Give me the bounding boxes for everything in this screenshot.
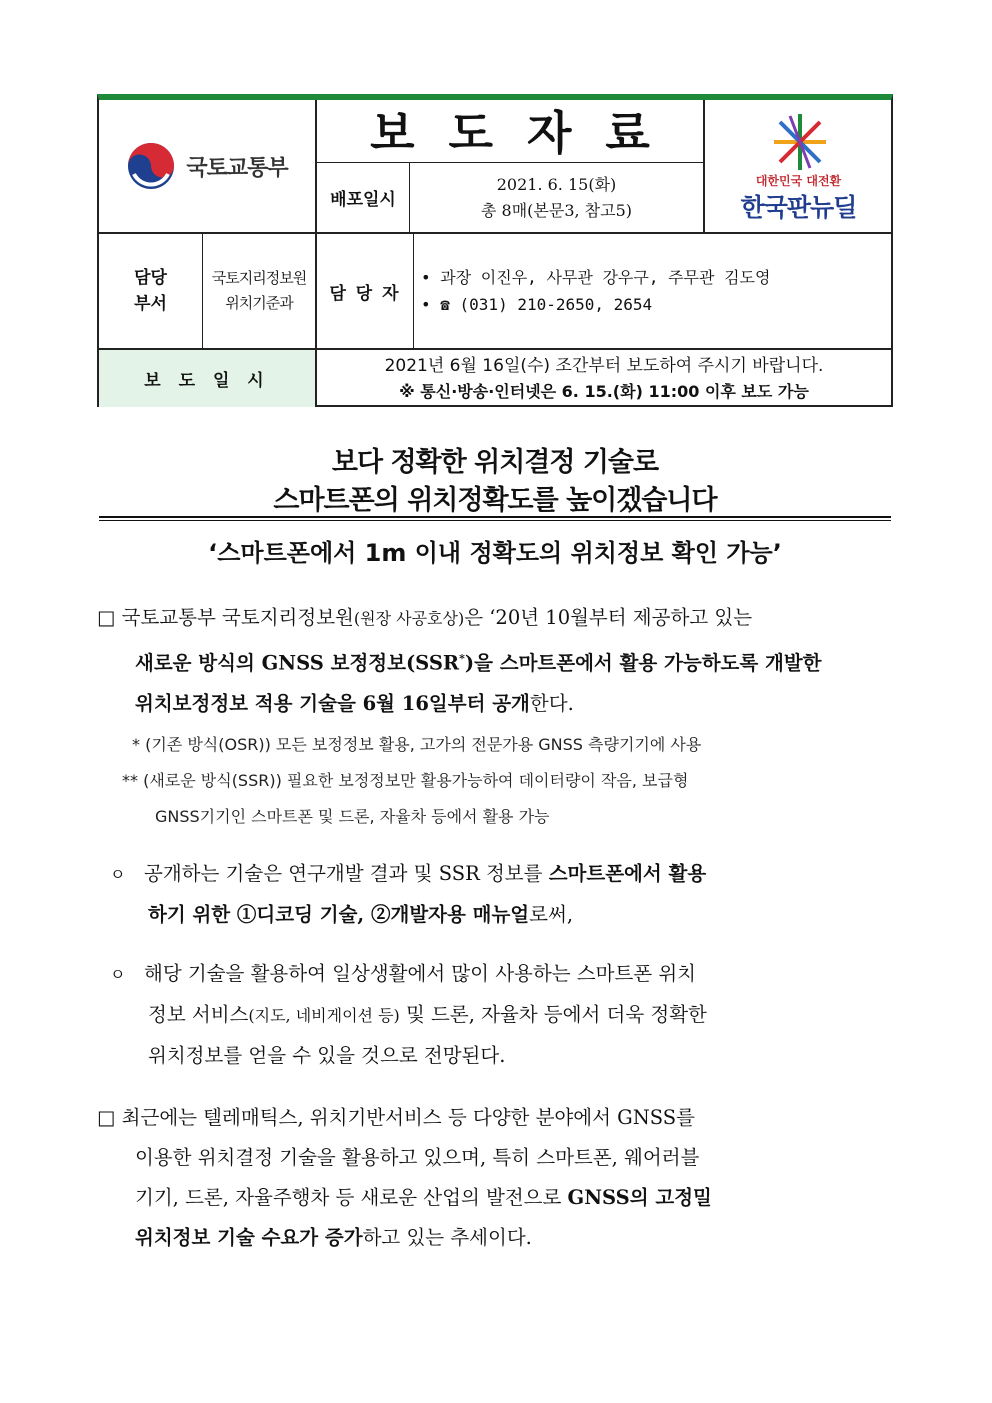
paragraph-bold-text: GNSS의 고정밀 (567, 1186, 712, 1209)
paragraph-text: 한다. (529, 691, 574, 715)
contact-info (415, 236, 885, 346)
title-cell (317, 100, 703, 160)
department-label-line2: 부서 (134, 294, 167, 314)
paragraph-text: (지도, 네비게이션 등) (248, 1006, 400, 1025)
paragraph-text: 해당 기술을 활용하여 일상생활에서 많이 사용하는 스마트폰 위치 (144, 962, 696, 985)
page-title: 보도자료 (370, 106, 684, 160)
person-label: 담 당 자 (329, 283, 401, 304)
headline-subtitle: ‘스마트폰에서 1m 이내 정확도의 위치정보 확인 가능’ (208, 539, 782, 567)
ministry-logo (99, 100, 315, 232)
divider (703, 100, 705, 232)
new-deal-title: 한국판뉴딜 (740, 193, 857, 222)
footnote-1: * (기존 방식(OSR)) 모든 보정정보 활용, 고가의 전문가용 GNSS 측량기기에 사용 (132, 735, 702, 754)
new-deal-subtitle: 대한민국 대전환 (755, 174, 842, 188)
headline-line2: 스마트폰의 위치정확도를 높이겠습니다 (273, 485, 717, 516)
release-time-label: 보 도 일 시 (99, 350, 315, 407)
contact-phone: • ☎ (031) 210-2650, 2654 (421, 295, 653, 314)
bullet-1 (110, 854, 900, 935)
paragraph-bold-text: 위치정보 기술 수요가 증가 (135, 1226, 363, 1249)
department-name-line2: 위치기준과 (225, 294, 293, 312)
distribution-date: 2021. 6. 15(화) (496, 174, 617, 194)
distribution-label: 배포일시 (330, 190, 396, 210)
department-name (203, 234, 315, 348)
department-label (99, 234, 202, 348)
press-release-header-table (97, 94, 893, 407)
distribution-info (410, 163, 703, 232)
paragraph-text: 및 드론, 자율차 등에서 더욱 정확한 (399, 1003, 707, 1026)
release-time-line1: 2021년 6월 16일(수) 조간부터 보도하여 주시기 바랍니다. (384, 355, 824, 376)
headline-rule (99, 520, 891, 521)
checkbox-mark: □ (97, 1106, 116, 1129)
contact-persons: • 과장 이진우, 사무관 강우구, 주무관 김도영 (421, 268, 771, 287)
paragraph-text: 은 ‘20년 10월부터 제공하고 있는 (464, 606, 753, 629)
paragraph-bold-text: 위치보정정보 적용 기술을 6월 16일부터 공개 (135, 691, 530, 715)
paragraph-1 (97, 598, 897, 724)
paragraph-bold-text: 스마트폰에서 활용 (548, 862, 707, 885)
new-deal-star-icon (768, 112, 832, 172)
paragraph-text: 기기, 드론, 자율주행차 등 새로운 산업의 발전으로 (135, 1186, 562, 1209)
paragraph-text: 이용한 위치결정 기술을 활용하고 있으며, 특히 스마트폰, 웨어러블 (135, 1146, 700, 1169)
bullet-mark: ㅇ (110, 865, 126, 884)
distribution-pages: 총 8매(본문3, 참고5) (480, 200, 633, 220)
release-time-info (317, 350, 891, 407)
release-time-line2: ※ 통신·방송·인터넷은 6. 15.(화) 11:00 이후 보도 가능 (399, 381, 809, 401)
bullet-2 (110, 954, 900, 1076)
headline-line1: 보다 정확한 위치결정 기술로 (331, 447, 659, 478)
department-name-line1: 국토지리정보원 (211, 269, 307, 287)
paragraph-text: 공개하는 기술은 연구개발 결과 및 SSR 정보를 (144, 862, 543, 885)
department-label-line1: 담당 (134, 268, 167, 288)
paragraph-text: 최근에는 텔레매틱스, 위치기반서비스 등 다양한 분야에서 GNSS를 (121, 1106, 695, 1129)
paragraph-bold-text: )을 스마트폰에서 활용 가능하도록 개발한 (464, 651, 822, 675)
paragraph-text: 정보 서비스 (148, 1003, 249, 1026)
footnote-2-continued: GNSS기기인 스마트폰 및 드론, 자율차 등에서 활용 가능 (155, 807, 550, 826)
taegeuk-icon (126, 141, 176, 191)
paragraph-text: 위치정보를 얻을 수 있을 것으로 전망된다. (148, 1044, 506, 1067)
footnote-2: ** (새로운 방식(SSR)) 필요한 보정정보만 활용가능하여 데이터량이 작음, 보급형 (122, 771, 689, 790)
paragraph-text: 로써, (529, 903, 574, 926)
ministry-name: 국토교통부 (186, 155, 288, 181)
paragraph-bold-text: 새로운 방식의 GNSS 보정정보(SSR (135, 651, 460, 675)
paragraph-text: 하고 있는 추세이다. (362, 1226, 532, 1249)
paragraph-text: 국토교통부 국토지리정보원 (121, 606, 354, 629)
bullet-mark: ㅇ (110, 965, 126, 984)
checkbox-mark: □ (97, 606, 116, 629)
korean-new-deal-logo (706, 100, 891, 232)
headline-rule (99, 516, 891, 518)
paragraph-bold-text: 하기 위한 ①디코딩 기술, ②개발자용 매뉴얼 (148, 903, 530, 926)
paragraph-text: (원장 사공호상) (353, 609, 465, 628)
paragraph-2 (97, 1098, 897, 1258)
divider (413, 234, 414, 348)
footnote-marker: * (459, 652, 465, 665)
